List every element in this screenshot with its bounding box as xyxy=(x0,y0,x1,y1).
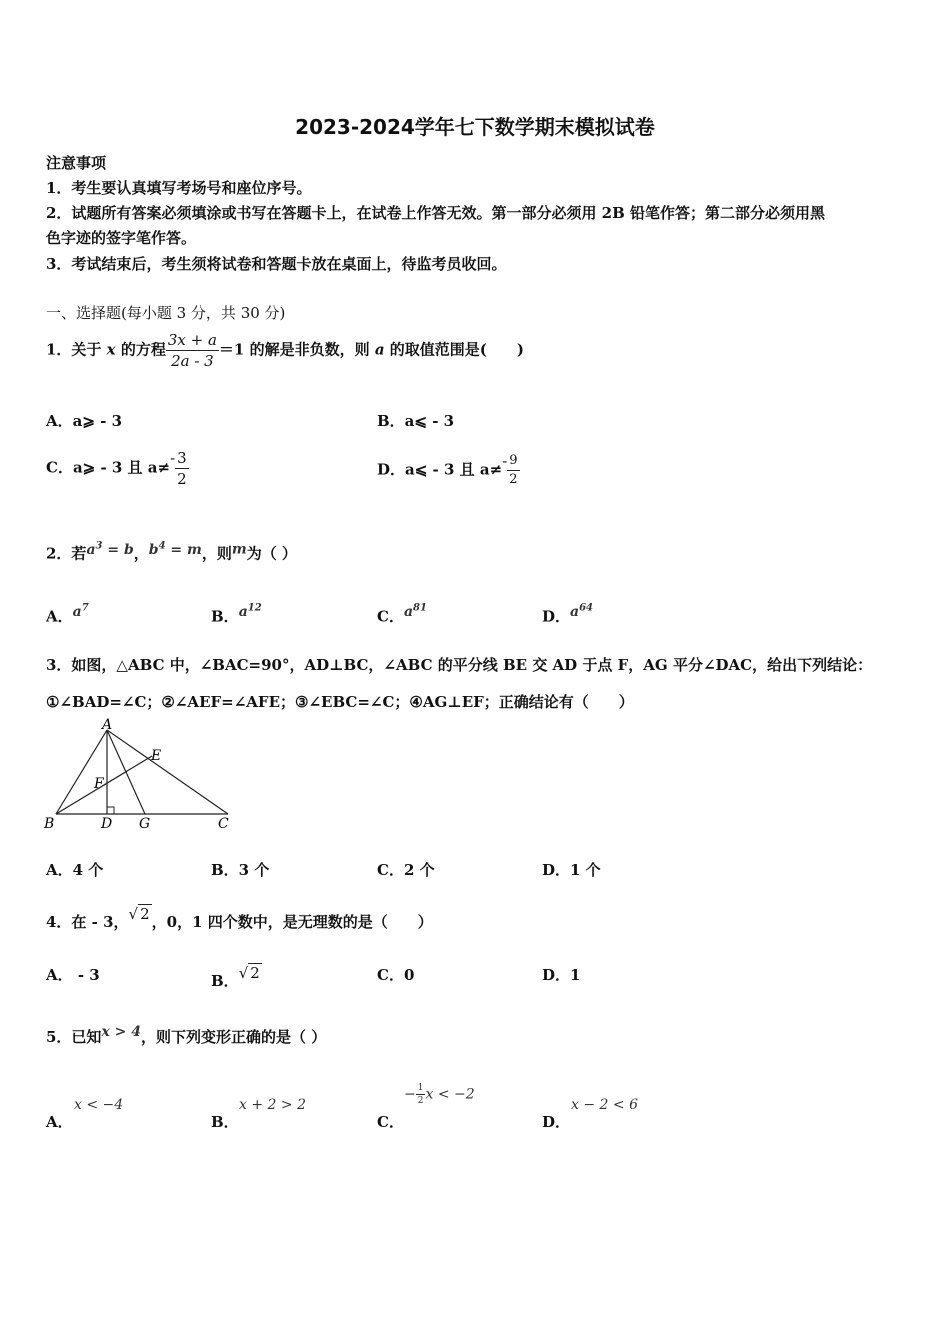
q5-option-b-label: B． xyxy=(211,1113,239,1131)
q4-suffix: ，0，1 四个数中，是无理数的是（ ） xyxy=(151,913,433,931)
q2-cond1-exp: 3 xyxy=(95,540,103,551)
bisector-be xyxy=(56,756,152,814)
q3-option-c: C．2 个 xyxy=(377,861,435,879)
q2-condition-2 xyxy=(149,542,202,558)
question-1 xyxy=(46,330,524,371)
q2-option-d-exp: 64 xyxy=(579,602,594,613)
q1-option-d-text: D．a⩽ - 3 且 a≠ xyxy=(377,460,503,479)
q1-option-d xyxy=(377,452,520,489)
q2-option-a xyxy=(46,602,89,627)
q1-option-d-num: 9 xyxy=(507,452,519,471)
notice-item-1: 1．考生要认真填写考场号和座位序号。 xyxy=(46,179,312,197)
right-angle-mark xyxy=(107,807,114,814)
side-ab xyxy=(56,730,107,814)
q2-option-b-exp: 12 xyxy=(247,602,262,613)
q2-condition-1 xyxy=(86,542,133,558)
q5-option-c-rest: x < −2 xyxy=(425,1086,475,1103)
triangle-figure xyxy=(40,718,240,836)
notice-item-2-cont: 色字迹的签字笔作答。 xyxy=(46,229,197,247)
label-e: E xyxy=(151,748,162,764)
q2-sep: ， xyxy=(133,544,149,563)
label-a: A xyxy=(102,718,113,733)
q4-option-b-label: B． xyxy=(211,972,239,990)
notice-heading: 注意事项 xyxy=(46,154,107,172)
q1-option-c-num: 3 xyxy=(177,449,187,467)
q1-mid: 的方程 xyxy=(115,340,166,359)
q2-option-d-label: D． xyxy=(542,607,571,626)
q1-option-d-frac xyxy=(507,452,519,489)
q2-option-c xyxy=(377,602,427,627)
label-d: D xyxy=(101,816,113,832)
q5-prefix: 5．已知 xyxy=(46,1028,102,1046)
page-title: 2023-2024学年七下数学期末模拟试卷 xyxy=(295,115,655,139)
q1-option-c-frac xyxy=(175,448,189,489)
q5-suffix: ，则下列变形正确的是（ ） xyxy=(141,1028,327,1046)
q2-option-d-base: a xyxy=(570,603,580,620)
q1-option-c-minus: - xyxy=(170,449,176,467)
label-g: G xyxy=(139,816,151,832)
q2-option-b-label: B． xyxy=(211,607,239,626)
notice-item-3: 3．考试结束后，考生须将试卷和答题卡放在桌面上，待监考员收回。 xyxy=(46,255,507,273)
q3-option-d: D．1 个 xyxy=(542,861,601,879)
q1-fraction xyxy=(166,330,219,371)
q1-prefix: 1．关于 xyxy=(46,340,107,359)
q4-option-b-sqrt: √ 2 xyxy=(238,964,260,982)
q1-suffix-a: ＝1 的解是非负数，则 xyxy=(218,340,375,359)
q2-cond2-exp: 4 xyxy=(158,540,166,551)
q2-option-c-label: C． xyxy=(377,607,404,626)
q2-suffix: 为（ ） xyxy=(246,544,297,563)
q2-option-b-base: a xyxy=(238,603,248,620)
label-f: F xyxy=(94,776,104,792)
q1-option-c-den: 2 xyxy=(177,470,187,488)
label-b: B xyxy=(44,816,55,832)
q2-cond1-rest: = b xyxy=(102,541,134,558)
q3-option-a: A．4 个 xyxy=(46,861,104,879)
question-4 xyxy=(46,905,433,932)
q3-line-1: 3．如图，△ABC 中，∠BAC=90°，AD⊥BC，∠ABC 的平分线 BE 交 AD 于点 F，AG 平分∠DAC，给出下列结论： xyxy=(46,656,873,674)
question-2 xyxy=(46,540,297,564)
q2-cond2-rest: = m xyxy=(165,541,202,558)
q2-cond2-base: b xyxy=(148,541,159,558)
q5-option-a-label: A． xyxy=(46,1113,73,1131)
q1-frac-num: 3x + a xyxy=(167,331,217,349)
q2-var-m: m xyxy=(231,541,247,558)
notice-item-2: 2．试题所有答案必须填涂或书写在答题卡上，在试卷上作答无效。第一部分必须用 2B 铅笔作答；第二部分必须用黑 xyxy=(46,204,826,222)
q1-option-a: A．a⩾ - 3 xyxy=(46,412,123,430)
q1-var-x: x xyxy=(106,340,116,359)
q4-option-a: A． - 3 xyxy=(46,966,100,984)
q2-option-c-exp: 81 xyxy=(413,602,427,613)
q4-option-d: D．1 xyxy=(542,966,581,984)
q2-option-c-base: a xyxy=(403,603,414,620)
q4-option-b xyxy=(211,964,262,991)
q1-option-c-text: C．a⩾ - 3 且 a≠ xyxy=(46,458,171,477)
q5-option-d-expr: x − 2 < 6 xyxy=(571,1097,638,1113)
q4-sqrt: √ 2 xyxy=(128,905,150,923)
q2-mid: ，则 xyxy=(201,544,232,563)
q3-line-2: ①∠BAD=∠C；②∠AEF=∠AFE；③∠EBC=∠C；④AG⊥EF；正确结论有（ ） xyxy=(46,693,634,711)
q1-option-b: B．a⩽ - 3 xyxy=(377,412,455,430)
q1-option-d-minus: - xyxy=(502,452,508,470)
q2-option-a-label: A． xyxy=(46,607,73,626)
q5-option-d-label: D． xyxy=(542,1113,571,1131)
q1-option-c xyxy=(46,448,189,489)
q1-frac-den: 2a - 3 xyxy=(171,352,214,370)
q4-sqrt-radicand: 2 xyxy=(140,905,150,923)
q1-suffix-b: 的取值范围是( ) xyxy=(384,340,524,359)
q1-var-a: a xyxy=(374,340,385,359)
q4-option-b-radicand: 2 xyxy=(250,964,260,982)
q5-option-c-label: C． xyxy=(377,1113,404,1131)
q2-option-a-exp: 7 xyxy=(81,602,89,613)
label-c: C xyxy=(218,816,229,832)
q5-option-a-expr: x < −4 xyxy=(74,1097,124,1113)
q1-option-d-den: 2 xyxy=(509,472,518,487)
q4-prefix: 4．在 - 3， xyxy=(46,913,129,931)
q5-condition: x > 4 xyxy=(101,1024,142,1040)
q5-option-c-num: 1 xyxy=(417,1083,424,1093)
q3-option-b: B．3 个 xyxy=(211,861,270,879)
q5-option-c-frac xyxy=(416,1082,426,1107)
q5-option-c-expr xyxy=(404,1082,475,1107)
q5-option-c-den: 2 xyxy=(417,1096,424,1106)
q4-option-c: C．0 xyxy=(377,966,415,984)
q5-option-b-expr: x + 2 > 2 xyxy=(239,1097,306,1113)
q2-cond1-base: a xyxy=(86,541,96,558)
question-5 xyxy=(46,1024,326,1047)
q5-option-c-minus: − xyxy=(404,1086,416,1103)
q2-option-a-base: a xyxy=(72,603,82,620)
section-heading: 一、选择题(每小题 3 分，共 30 分) xyxy=(46,304,286,322)
q2-option-b xyxy=(211,602,262,627)
q2-option-d xyxy=(542,602,593,627)
q2-prefix: 2．若 xyxy=(46,544,87,563)
